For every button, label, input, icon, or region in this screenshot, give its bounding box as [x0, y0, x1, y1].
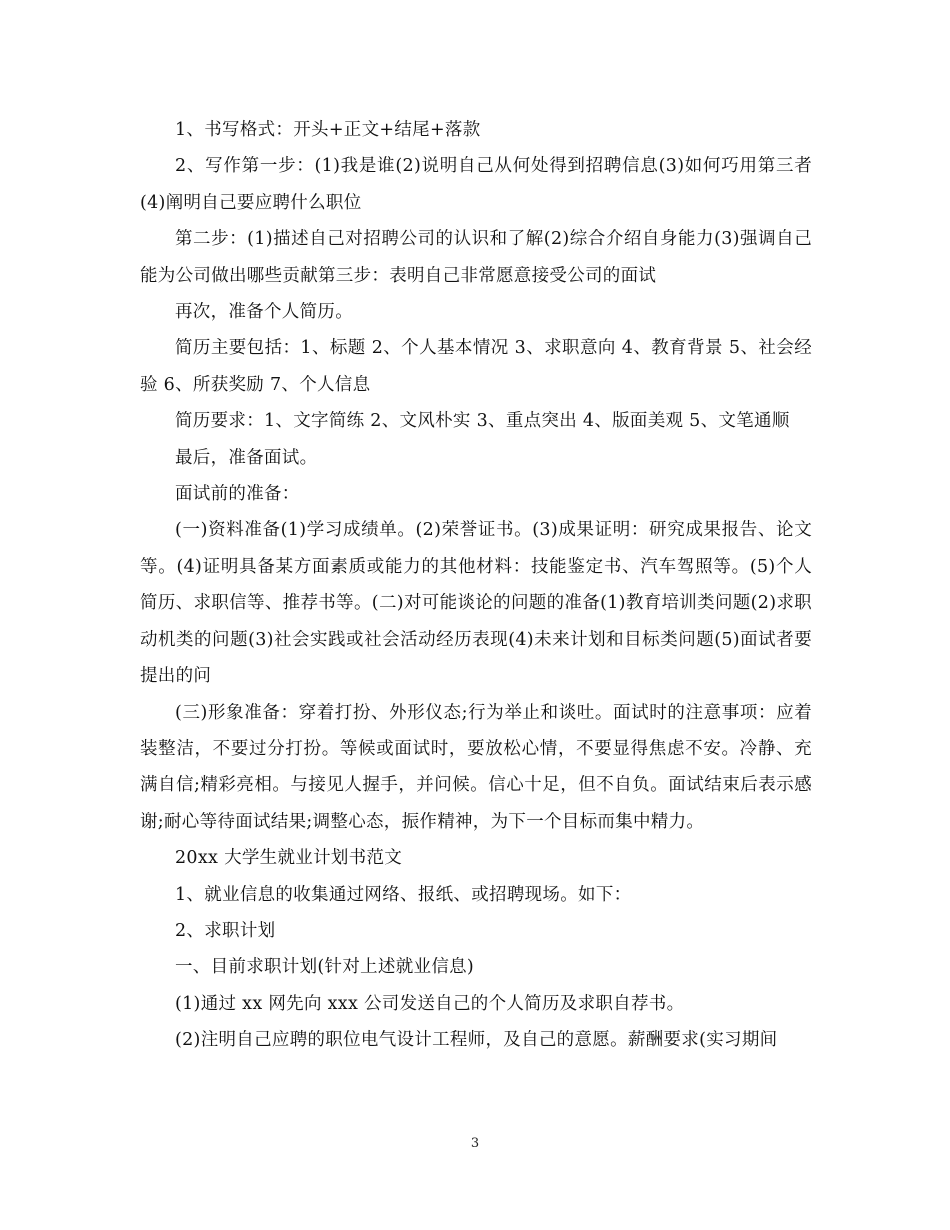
paragraph-current-plan: 一、目前求职计划(针对上述就业信息) — [175, 957, 475, 978]
paragraph-prepare-interview: 最后，准备面试。 — [175, 447, 318, 468]
paragraph-resume-contents: 简历主要包括：1、标题 2、个人基本情况 3、求职意向 4、教育背景 5、社会经验 6、所获奖励 7、个人信息 — [140, 338, 812, 395]
page-number: 3 — [470, 1136, 480, 1151]
paragraph-image-prep: (三)形象准备：穿着打扮、外形仪态;行为举止和谈吐。面试时的注意事项：应着装整洁，不要过分打扮。等候或面试时，要放松心情，不要显得焦虑不安。冷静、充满自信;精彩亮相。与接见人握手，并问候。信心十足，但不自负。面试结束后表示感谢;耐心等待面试结果;调整心态，振作精神，为下一个目标而集中精力。 — [140, 702, 812, 832]
paragraph-prepare-resume: 再次，准备个人简历。 — [175, 302, 353, 323]
paragraph-step-two: 第二步：(1)描述自己对招聘公司的认识和了解(2)综合介绍自身能力(3)强调自己能为公司做出哪些贡献第三步：表明自己非常愿意接受公司的面试 — [140, 229, 812, 286]
document-body — [140, 112, 812, 1059]
paragraph-job-plan: 2、求职计划 — [175, 920, 276, 941]
paragraph-plan-item-1: (1)通过 xx 网先向 xxx 公司发送自己的个人简历及求职自荐书。 — [175, 993, 685, 1014]
paragraph-materials-prep: (一)资料准备(1)学习成绩单。(2)荣誉证书。(3)成果证明：研究成果报告、论文等。(4)证明具备某方面素质或能力的其他材料：技能鉴定书、汽车驾照等。(5)个人简历、求职信等、推荐书等。(二)对可能谈论的问题的准备(1)教育培训类问题(2)求职动机类的问题(3)社会实践或社会活动经历表现(4)未来计划和目标类问题(5)面试者要提出的问 — [140, 520, 812, 687]
paragraph-step-one: 2、写作第一步：(1)我是谁(2)说明自己从何处得到招聘信息(3)如何巧用第三者(4)阐明自己要应聘什么职位 — [140, 156, 812, 213]
paragraph-resume-requirements: 简历要求：1、文字简练 2、文风朴实 3、重点突出 4、版面美观 5、文笔通顺 — [175, 411, 790, 432]
paragraph-writing-format: 1、书写格式：开头+正文+结尾+落款 — [175, 120, 481, 140]
paragraph-info-collection: 1、就业信息的收集通过网络、报纸、或招聘现场。如下： — [175, 884, 632, 905]
paragraph-plan-title: 20xx 大学生就业计划书范文 — [175, 848, 403, 869]
paragraph-interview-prep-heading: 面试前的准备： — [175, 484, 300, 505]
paragraph-plan-item-2: (2)注明自己应聘的职位电气设计工程师，及自己的意愿。薪酬要求(实习期间 — [175, 1030, 778, 1051]
